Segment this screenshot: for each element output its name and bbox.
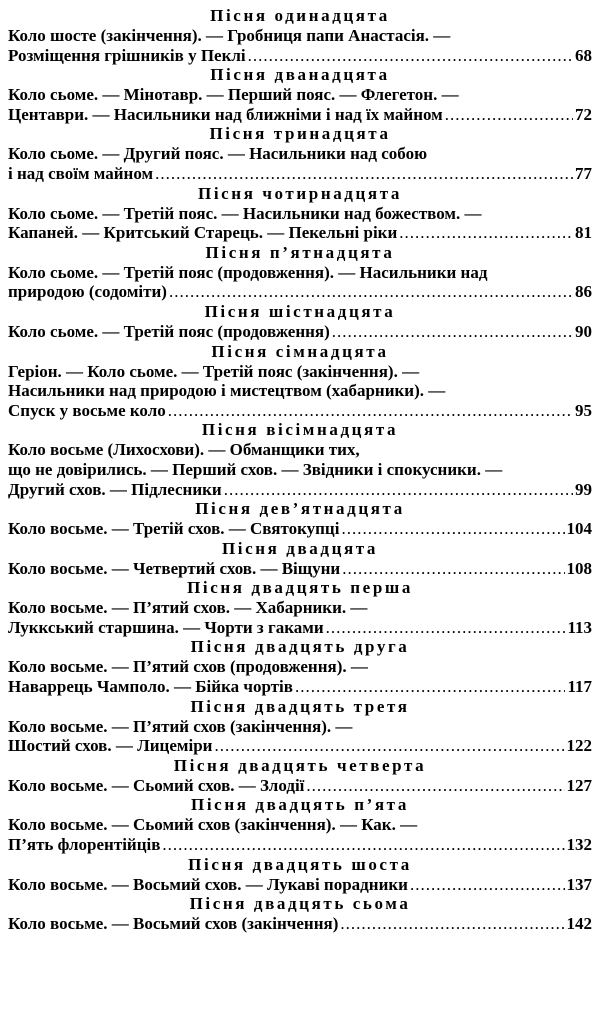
toc-section <box>8 342 592 421</box>
toc-section <box>8 124 592 183</box>
leader-dots <box>295 677 566 697</box>
toc-entry[interactable] <box>8 776 592 796</box>
toc-entry[interactable] <box>8 815 592 854</box>
page-number: 72 <box>575 104 592 124</box>
song-title: Пісня шістнадцята <box>204 301 396 321</box>
entry-text: Коло восьме. — Третій схов. — Святокупці <box>8 519 340 539</box>
leader-dots <box>341 519 564 539</box>
entry-line: Коло восьме. — П’ятий схов (закінчення). — <box>8 716 353 736</box>
page-number: 117 <box>567 677 592 697</box>
toc-entry-last-line <box>8 914 592 934</box>
leader-dots <box>248 46 573 66</box>
toc-entry-last-line <box>8 322 592 342</box>
entry-text: Капаней. — Критський Старець. — Пекельні ріки <box>8 223 398 243</box>
entry-text: Розміщення грішників у Пеклі <box>8 45 246 65</box>
toc-entry[interactable] <box>8 204 592 243</box>
leader-dots <box>332 322 573 342</box>
song-title: Пісня п’ятнадцята <box>205 242 395 262</box>
leader-dots <box>169 282 573 302</box>
toc-section <box>8 184 592 243</box>
entry-line: Коло сьоме. — Третій пояс. — Насильники над божеством. — <box>8 203 482 223</box>
song-title: Пісня двадцять перша <box>187 578 413 598</box>
toc-entry[interactable] <box>8 322 592 342</box>
toc-section <box>8 65 592 124</box>
entry-text: природою (содоміти) <box>8 282 167 302</box>
toc-entry-last-line <box>8 105 592 125</box>
toc-section <box>8 302 592 342</box>
entry-text: і над своїм майном <box>8 163 154 183</box>
leader-dots <box>399 223 573 243</box>
table-of-contents <box>8 6 592 934</box>
toc-entry[interactable] <box>8 657 592 696</box>
song-title: Пісня вісімнадцята <box>201 420 399 440</box>
toc-entry-last-line <box>8 835 592 855</box>
entry-line: Коло восьме. — П’ятий схов (продовження). — <box>8 657 368 677</box>
page-number: 142 <box>566 914 592 934</box>
toc-entry-last-line <box>8 875 592 895</box>
entry-line: Коло восьме (Лихосхови). — Обманщики тих, <box>8 440 360 460</box>
page-number: 90 <box>575 321 592 341</box>
page-number: 127 <box>566 775 592 795</box>
entry-line: Геріон. — Коло сьоме. — Третій пояс (закінчення). — <box>8 361 420 381</box>
toc-entry-last-line <box>8 736 592 756</box>
song-title: Пісня двадцять сьома <box>189 894 411 914</box>
toc-entry-last-line <box>8 46 592 66</box>
entry-line: Коло восьме. — П’ятий схов. — Хабарники. — <box>8 598 368 618</box>
leader-dots <box>340 914 564 934</box>
song-title: Пісня двадцять п’ята <box>191 795 409 815</box>
song-title: Пісня двадцять третя <box>190 696 410 716</box>
entry-text: П’ять флорентійців <box>8 835 161 855</box>
toc-entry-last-line <box>8 559 592 579</box>
entry-line: Коло сьоме. — Мінотавр. — Перший пояс. — Флегетон. — <box>8 85 459 105</box>
toc-entry[interactable] <box>8 144 592 183</box>
toc-section <box>8 756 592 796</box>
entry-text: Коло восьме. — Четвертий схов. — Віщуни <box>8 558 341 578</box>
song-title: Пісня дванадцята <box>210 65 390 85</box>
toc-section <box>8 578 592 637</box>
toc-section <box>8 243 592 302</box>
entry-text: Коло восьме. — Сьомий схов. — Злодії <box>8 775 305 795</box>
leader-dots <box>224 480 573 500</box>
toc-entry-last-line <box>8 223 592 243</box>
toc-entry[interactable] <box>8 263 592 302</box>
toc-section <box>8 499 592 539</box>
page-number: 108 <box>566 558 592 578</box>
entry-text: Шостий схов. — Лицеміри <box>8 736 213 756</box>
toc-entry[interactable] <box>8 519 592 539</box>
toc-section <box>8 795 592 854</box>
toc-entry-last-line <box>8 401 592 421</box>
toc-section <box>8 637 592 696</box>
toc-entry[interactable] <box>8 717 592 756</box>
song-title: Пісня тринадцята <box>209 124 391 144</box>
song-title: Пісня сімнадцята <box>211 341 389 361</box>
toc-section <box>8 6 592 65</box>
toc-section <box>8 855 592 895</box>
toc-entry-last-line <box>8 677 592 697</box>
leader-dots <box>155 164 573 184</box>
toc-entry-last-line <box>8 480 592 500</box>
song-title: Пісня двадцята <box>221 538 379 558</box>
page-number: 68 <box>575 45 592 65</box>
page-number: 113 <box>567 617 592 637</box>
page-number: 81 <box>575 223 592 243</box>
toc-section <box>8 539 592 579</box>
page-number: 95 <box>575 400 592 420</box>
toc-entry-last-line <box>8 519 592 539</box>
leader-dots <box>162 835 564 855</box>
page-number: 86 <box>575 282 592 302</box>
entry-line: що не довірились. — Перший схов. — Звідники і спокусники. — <box>8 459 503 479</box>
song-title: Пісня дев’ятнадцята <box>195 499 405 519</box>
page-number: 132 <box>566 835 592 855</box>
toc-entry[interactable] <box>8 559 592 579</box>
page-number: 77 <box>575 163 592 183</box>
toc-entry[interactable] <box>8 875 592 895</box>
entry-text: Коло восьме. — Восьмий схов (закінчення) <box>8 914 339 934</box>
entry-line: Коло сьоме. — Другий пояс. — Насильники над собою <box>8 144 428 164</box>
toc-section <box>8 894 592 934</box>
entry-text: Другий схов. — Підлесники <box>8 479 222 499</box>
toc-entry[interactable] <box>8 362 592 421</box>
toc-entry[interactable] <box>8 914 592 934</box>
toc-entry[interactable] <box>8 598 592 637</box>
song-title: Пісня двадцять шоста <box>188 854 412 874</box>
entry-line: Коло сьоме. — Третій пояс (продовження). — Насильники над <box>8 262 488 282</box>
entry-text: Луккський старшина. — Чорти з гаками <box>8 617 324 637</box>
leader-dots <box>214 736 564 756</box>
toc-section <box>8 697 592 756</box>
toc-entry[interactable] <box>8 85 592 124</box>
page-number: 137 <box>566 874 592 894</box>
leader-dots <box>168 401 573 421</box>
song-title: Пісня одинадцята <box>210 6 390 25</box>
leader-dots <box>445 105 573 125</box>
entry-text: Центаври. — Насильники над ближніми і над їх майном <box>8 104 443 124</box>
leader-dots <box>326 618 566 638</box>
page-number: 104 <box>566 519 592 539</box>
entry-text: Коло сьоме. — Третій пояс (продовження) <box>8 321 330 341</box>
entry-text: Наваррець Чамполо. — Бійка чортів <box>8 677 293 697</box>
toc-entry-last-line <box>8 776 592 796</box>
song-title: Пісня двадцять четверта <box>173 755 427 775</box>
toc-entry[interactable] <box>8 26 592 65</box>
song-title: Пісня чотирнадцята <box>198 183 402 203</box>
page-number: 99 <box>575 479 592 499</box>
page-number: 122 <box>566 736 592 756</box>
song-title: Пісня двадцять друга <box>190 637 410 657</box>
entry-line: Коло восьме. — Сьомий схов (закінчення). — Как. — <box>8 815 418 835</box>
toc-entry[interactable] <box>8 440 592 499</box>
toc-entry-last-line <box>8 282 592 302</box>
toc-entry-last-line <box>8 618 592 638</box>
entry-line: Коло шосте (закінчення). — Гробниця папи Анастасія. — <box>8 26 451 45</box>
entry-text: Спуск у восьме коло <box>8 400 166 420</box>
leader-dots <box>306 776 564 796</box>
toc-section <box>8 420 592 499</box>
entry-text: Коло восьме. — Восьмий схов. — Лукаві порадники <box>8 874 408 894</box>
toc-entry-last-line <box>8 164 592 184</box>
leader-dots <box>410 875 565 895</box>
entry-line: Насильники над природою і мистецтвом (хабарники). — <box>8 381 446 401</box>
leader-dots <box>342 559 564 579</box>
